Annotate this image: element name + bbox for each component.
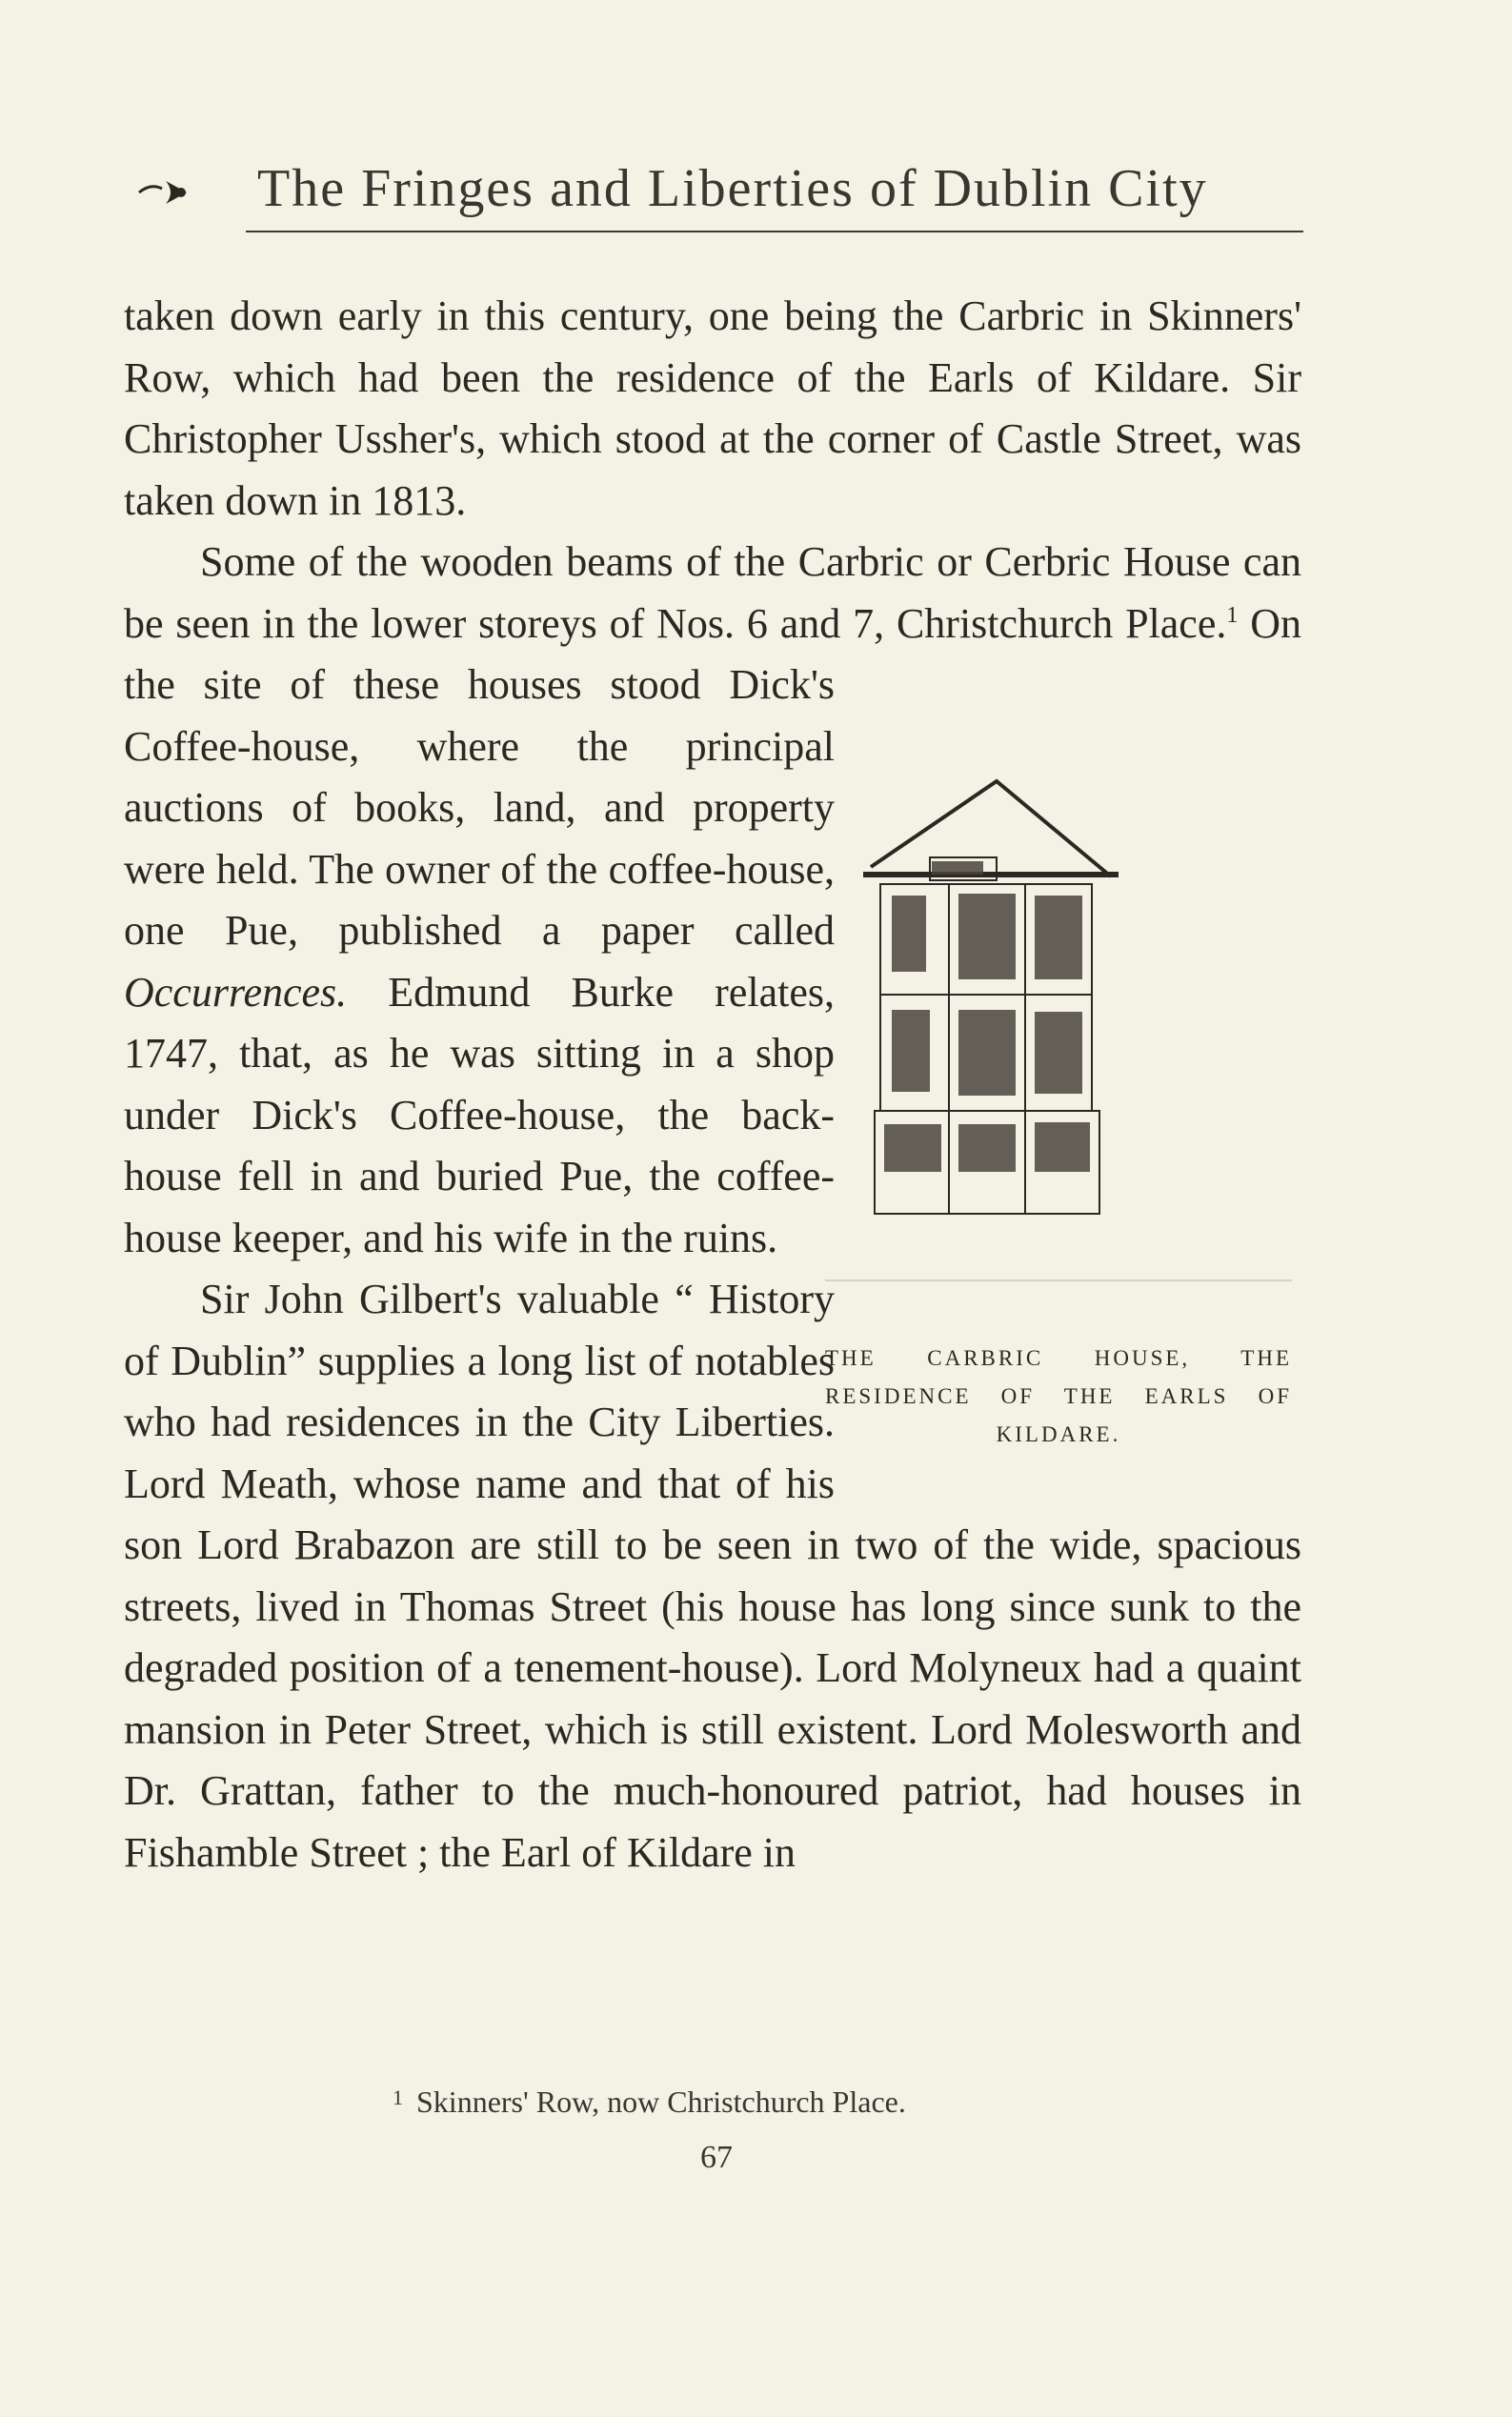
paragraph: Sir John Gilbert's valuable “ History of Dublin” supplies a long list of notables who had residences in the City Liberties. Lord Meath, whose name and that of his son Lord Brabazon are still to be seen in two of the wide, spacious streets, lived in Thomas Street (his house has long since sunk to the degraded position of a tenement-house). Lord Molyneux had a quaint mansion in Peter Street, which is still existent. Lord Molesworth and Dr. Grattan, father to the much-honoured patriot, had houses in Fishamble Street ; the Earl of Kildare in <box>124 1276 1301 1876</box>
fleuron-ornament-icon <box>137 171 194 210</box>
paragraph-text: On the site of these houses stood Dick's Coffee-house, where the principal auctions of books, land, and property were held. The owner of the coffee-house, one Pue, published a paper called <box>124 599 1302 954</box>
header-rule <box>246 231 1303 232</box>
footnote <box>393 2085 1155 2120</box>
figure <box>825 753 1292 1458</box>
footnote-number: 1 <box>393 2085 403 2109</box>
page-title: The Fringes and Liberties of Dublin City <box>257 159 1208 218</box>
figure-caption: THE CARBRIC HOUSE, THE RESIDENCE OF THE EARLS OF KILDARE. <box>825 1346 1292 1446</box>
running-head <box>133 151 1305 227</box>
paragraph-text: Edmund Burke relates, 1747, that, as he was sitting in a shop under Dick's Coffee-house, the back-house fell in and buried Pue, the coffee-house keeper, and his wife in the ruins. <box>124 968 835 1261</box>
footnote-text: Skinners' Row, now Christchurch Place. <box>416 2085 906 2119</box>
paragraph-text: Some of the wooden beams of the Carbric or Cerbric House can be seen in the lower storeys of Nos. 6 and 7, Christchurch Place. <box>124 538 1301 647</box>
paragraph: taken down early in this century, one being the Carbric in Skinners' Row, which had been the residence of the Earls of Kildare. Sir Christopher Ussher's, which stood at the corner of Castle Street, was taken down in 1813. <box>124 292 1301 524</box>
paper-title: Occurrences. <box>124 968 348 1016</box>
page-number: 67 <box>700 2140 733 2175</box>
footnote-marker: 1 <box>1226 602 1239 628</box>
carbric-house-illustration <box>825 762 1292 1334</box>
